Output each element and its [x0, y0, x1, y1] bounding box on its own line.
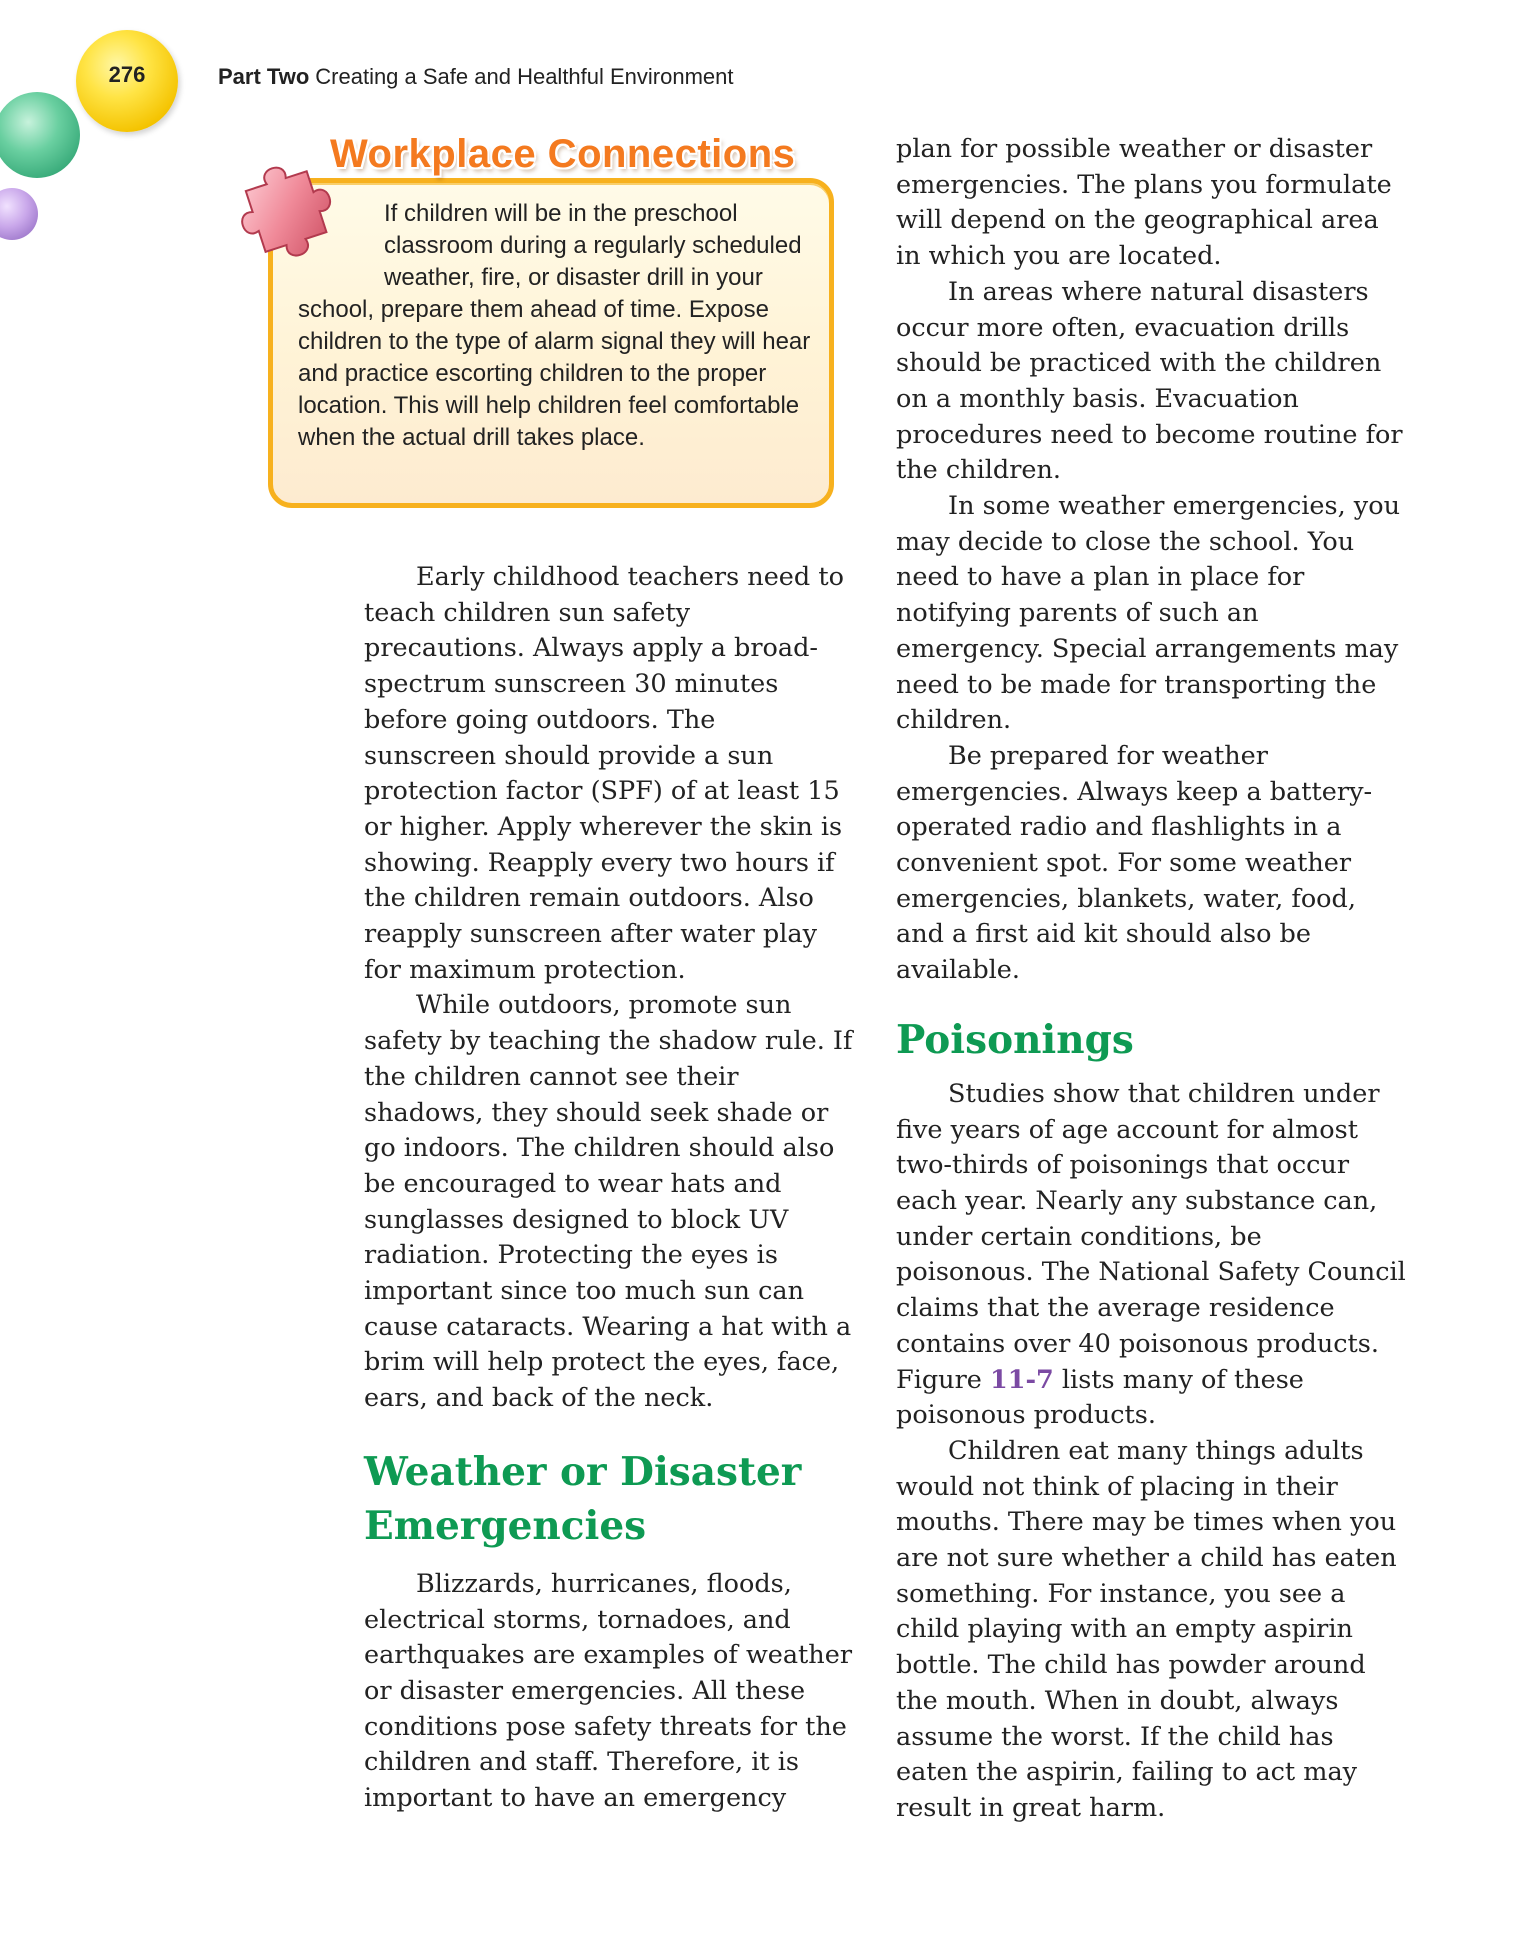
paragraph: Early childhood teachers need to teach children sun safety precautions. Always apply a broad-spectrum sunscreen 30 minutes before going outdoors. The sunscreen should provide a sun protection factor (SPF) of at least 15 or higher. Apply wherever the skin is showing. Reapply every two hours if the children remain outdoors. Also reapply sunscreen after water play for maximum protection.	[364, 562, 844, 985]
paragraph-text: lists many of these poisonous products.	[896, 1364, 1304, 1431]
paragraph-text: Studies show that children under five years of age account for almost two-thirds of poisonings that occur each year. Nearly any substance can, under certain conditions, be poisonous. The National Safety Council claims that the average residence contains over 40 poisonous products. Figure	[896, 1078, 1406, 1395]
page-number: 276	[108, 62, 146, 87]
part-title: Creating a Safe and Healthful Environment	[315, 64, 734, 89]
left-text-column	[364, 560, 854, 1817]
page-header	[0, 0, 1516, 120]
workplace-connections-title: Workplace Connections	[330, 132, 796, 176]
paragraph: In areas where natural disasters occur more often, evacuation drills should be practiced with the children on a monthly basis. Evacuation procedures need to become routine for the children.	[896, 276, 1403, 486]
section-heading-poisonings: Poisonings	[896, 1016, 1134, 1063]
workplace-connections-body: If children will be in the preschool classroom during a regularly scheduled weather, fire, or disaster drill in your school, prepare them ahead of time. Expose children to the type of alarm signal they will hear and practice escorting children to the proper location. This will help children feel comfortable when the actual drill takes place.	[298, 200, 811, 451]
decorative-purple-ball	[0, 188, 38, 240]
running-head	[218, 64, 734, 90]
workplace-connections-text	[298, 198, 828, 454]
paragraph: Blizzards, hurricanes, floods, electrical storms, tornadoes, and earthquakes are examples of weather or disaster emergencies. All these conditions pose safety threats for the children and staff. Therefore, it is important to have an emergency	[364, 1568, 853, 1814]
paragraph: In some weather emergencies, you may decide to close the school. You need to have a plan in place for notifying parents of such an emergency. Special arrangements may need to be made for transporting the children.	[896, 491, 1400, 736]
paragraph: Be prepared for weather emergencies. Always keep a battery-operated radio and flashlights in a convenient spot. For some weather emergencies, blankets, water, food, and a first aid kit should also be available.	[896, 740, 1373, 986]
figure-reference-link[interactable]: 11-7	[989, 1364, 1054, 1395]
paragraph: plan for possible weather or disaster emergencies. The plans you formulate will depend on the geographical area in which you are located.	[896, 134, 1392, 272]
right-text-column	[896, 132, 1406, 1827]
paragraph: Children eat many things adults would not think of placing in their mouths. There may be times when you are not sure whether a child has eaten something. For instance, you see a child playing with an empty aspirin bottle. The child has powder around the mouth. When in doubt, always assume the worst. If the child has eaten the aspirin, failing to act may result in great harm.	[896, 1435, 1397, 1823]
paragraph: While outdoors, promote sun safety by teaching the shadow rule. If the children cannot see their shadows, they should seek shade or go indoors. The children should also be encouraged to wear hats and sunglasses designed to block UV radiation. Protecting the eyes is important since too much sun can cause cataracts. Wearing a hat with a brim will help protect the eyes, face, ears, and back of the neck.	[364, 990, 853, 1414]
part-label: Part Two	[218, 64, 310, 89]
decorative-green-ball	[0, 92, 80, 178]
paragraph	[896, 1077, 1406, 1434]
section-heading-weather: Weather or Disaster Emergencies	[364, 1448, 802, 1549]
